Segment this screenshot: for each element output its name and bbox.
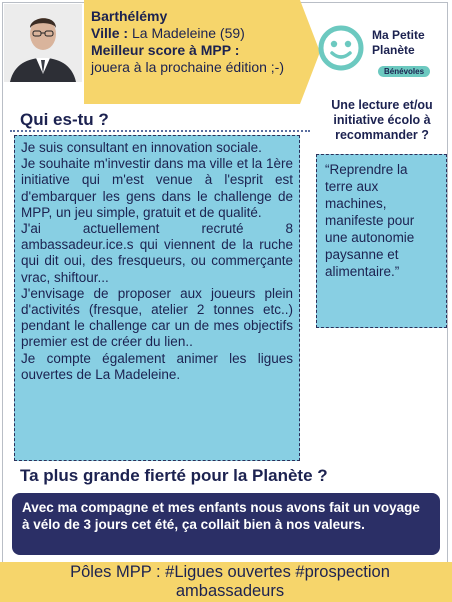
recommendation-box: [316, 154, 447, 328]
pride-text: Avec ma compagne et mes enfants nous avons fait un voyage à vélo de 3 jours cet été, ça collait bien à nos valeurs.: [22, 500, 420, 532]
recommendation-text: “Reprendre la terre aux machines, manifeste pour une autonomie paysanne et alimentaire.”: [325, 162, 415, 279]
logo-title-line2: Planète: [372, 43, 415, 57]
about-paragraph: Je souhaite m'investir dans ma ville et la 1ère initiative qui m'est venue à l'esprit est d'embarquer les gens dans le challenge de MPP, un jeu simple, gratuit et de qualité.: [21, 156, 293, 220]
about-title: Qui es-tu ?: [20, 110, 109, 129]
smiley-icon: [318, 25, 364, 71]
pride-box: [12, 493, 440, 555]
profile-photo: [4, 4, 82, 82]
logo-title-line1: Ma Petite: [372, 28, 425, 42]
footer-poles: Pôles MPP : #Ligues ouvertes #prospection ambassadeurs: [70, 563, 390, 600]
about-box: [14, 135, 300, 461]
score-value: jouera à la prochaine édition ;-): [91, 59, 285, 75]
score-label: Meilleur score à MPP :: [91, 42, 240, 58]
about-paragraph: Je suis consultant en innovation sociale.: [21, 140, 262, 155]
profile-info: [91, 8, 301, 76]
city-label: Ville :: [91, 25, 129, 41]
about-paragraph: Je compte également animer les ligues ouvertes de La Madeleine.: [21, 350, 293, 382]
recommendation-title: Une lecture et/ou initiative écolo à recommander ?: [331, 98, 433, 142]
pride-title: Ta plus grande fierté pour la Planète ?: [20, 466, 328, 485]
ma-petite-planete-logo: [318, 22, 448, 86]
profile-city: [91, 25, 301, 42]
about-paragraph: J'envisage de proposer aux joueurs plein d'activités (fresque, atelier 2 tonnes etc..) pendant le challenge car un de mes objectifs premier est de créer du lien..: [21, 285, 293, 350]
city-value: La Madeleine (59): [131, 25, 245, 41]
about-paragraph: J'ai actuellement recruté 8 ambassadeur.ice.s qui viennent de la ruche qui dit oui, des fresqueurs, ou commerçante vrac, shiftour...: [21, 221, 293, 285]
profile-name: Barthélémy: [91, 8, 168, 24]
divider: [10, 130, 310, 132]
logo-title: [372, 28, 425, 58]
volunteers-badge: Bénévoles: [378, 66, 430, 77]
